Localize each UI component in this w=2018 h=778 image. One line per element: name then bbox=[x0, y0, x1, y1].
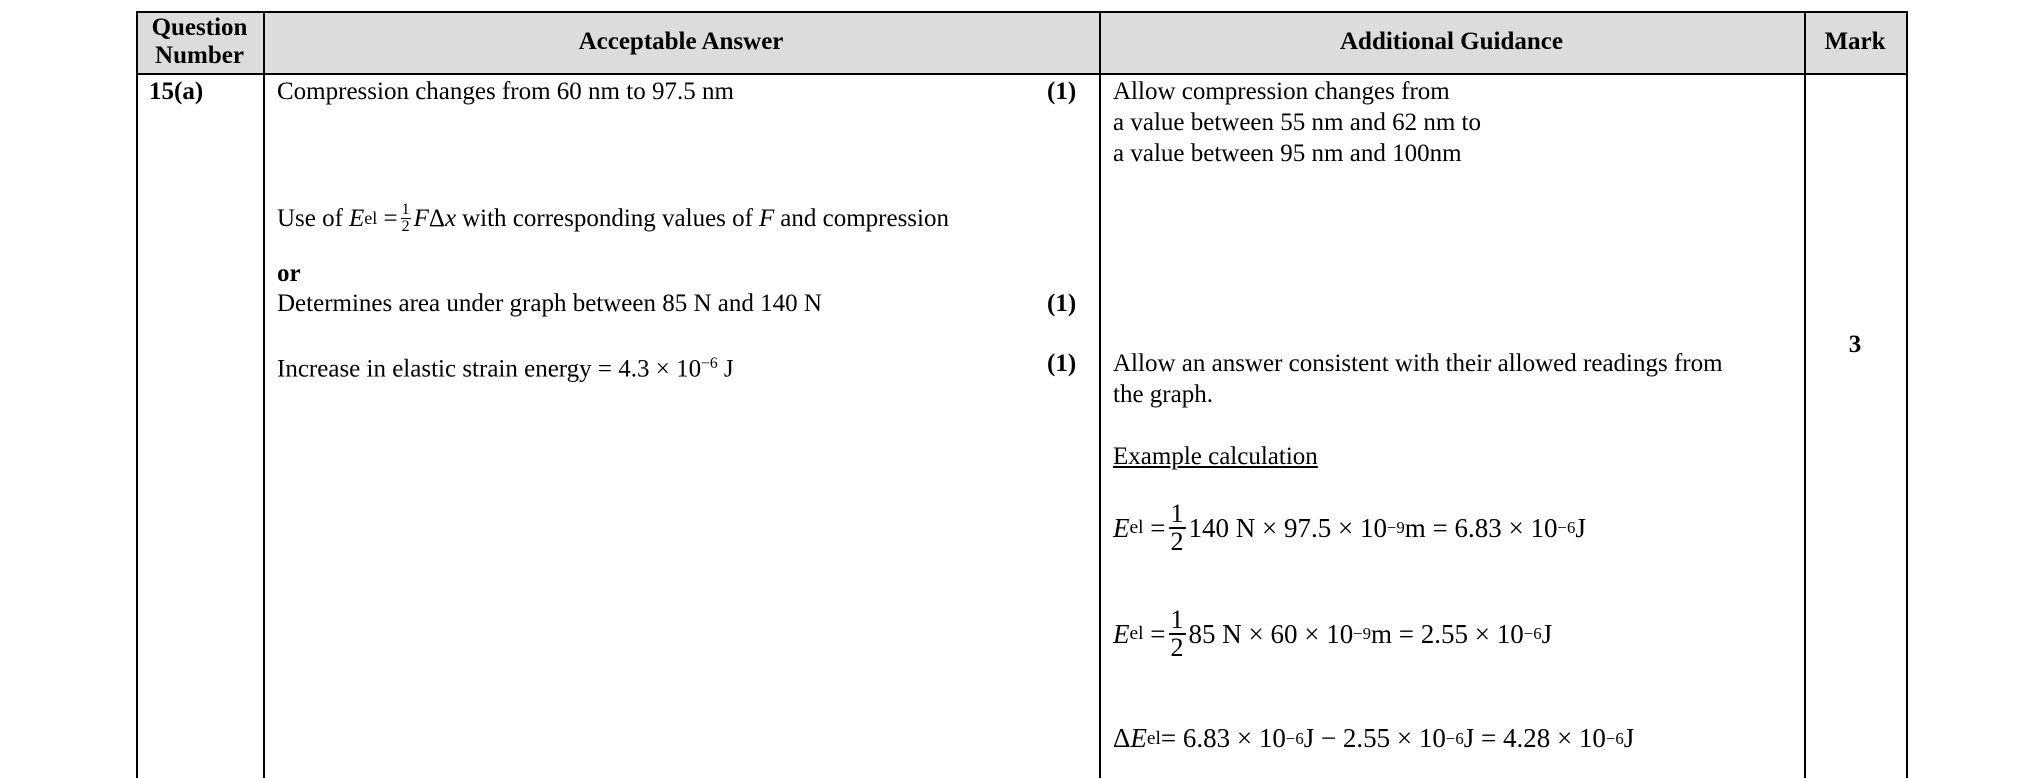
answer-line-2-suffix: with corresponding values of bbox=[462, 205, 753, 232]
calculation-2: E el = $\frac{1}{2}$ 85 N × 60 × 10 −9 m = 2.55 × 10 −6 J bbox=[1113, 605, 1553, 662]
answer-mark-1: (1) bbox=[1047, 78, 1077, 105]
table-border-left bbox=[136, 11, 138, 778]
total-mark: 3 bbox=[1848, 331, 1862, 358]
header-divider bbox=[136, 73, 1908, 75]
guidance-1-line-3: a value between 95 nm and 100nm bbox=[1113, 140, 1462, 167]
column-divider-1 bbox=[263, 11, 265, 778]
example-calculation-heading: Example calculation bbox=[1113, 443, 1318, 470]
column-divider-3 bbox=[1804, 11, 1806, 778]
answer-or: or bbox=[277, 260, 301, 287]
header-additional-guidance: Additional Guidance bbox=[1340, 28, 1563, 55]
table-border-right bbox=[1906, 11, 1908, 778]
header-question-number: Question Number bbox=[151, 14, 248, 69]
answer-line-4: Increase in elastic strain energy = $4.3 \times 10^{-6}$ J bbox=[277, 355, 734, 383]
answer-line-1: Compression changes from 60 nm to 97.5 nm bbox=[277, 78, 734, 105]
calculation-1: E el = $\frac{1}{2}$ 140 N × 97.5 × 10 −9 m = 6.83 × 10 −6 J bbox=[1113, 499, 1586, 556]
variable-f: F bbox=[758, 205, 775, 232]
header-acceptable-answer: Acceptable Answer bbox=[578, 28, 784, 55]
answer-mark-2: (1) bbox=[1047, 290, 1077, 317]
answer-line-2 bbox=[277, 202, 949, 235]
guidance-1-line-2: a value between 55 nm and 62 nm to bbox=[1113, 109, 1481, 136]
answer-line-2-prefix: Use of bbox=[277, 205, 343, 232]
question-number: 15(a) bbox=[149, 78, 204, 105]
calculation-3: Δ E el = 6.83 × 10 −6 J − 2.55 × 10 −6 J = 4.28 × 10 −6 J bbox=[1113, 723, 1635, 753]
formula-use-of: E el = 1 2 F Δ x bbox=[348, 201, 457, 235]
answer-line-2-end: and compression bbox=[780, 205, 949, 232]
mark-scheme-table bbox=[136, 11, 1908, 778]
guidance-2-line-2: the graph. bbox=[1113, 381, 1213, 408]
answer-line-3: Determines area under graph between 85 N and 140 N bbox=[277, 290, 822, 317]
answer-mark-3: (1) bbox=[1047, 350, 1077, 377]
guidance-2-line-1: Allow an answer consistent with their allowed readings from bbox=[1113, 350, 1723, 377]
header-mark: Mark bbox=[1824, 28, 1886, 55]
guidance-1-line-1: Allow compression changes from bbox=[1113, 78, 1450, 105]
column-divider-2 bbox=[1099, 11, 1101, 778]
